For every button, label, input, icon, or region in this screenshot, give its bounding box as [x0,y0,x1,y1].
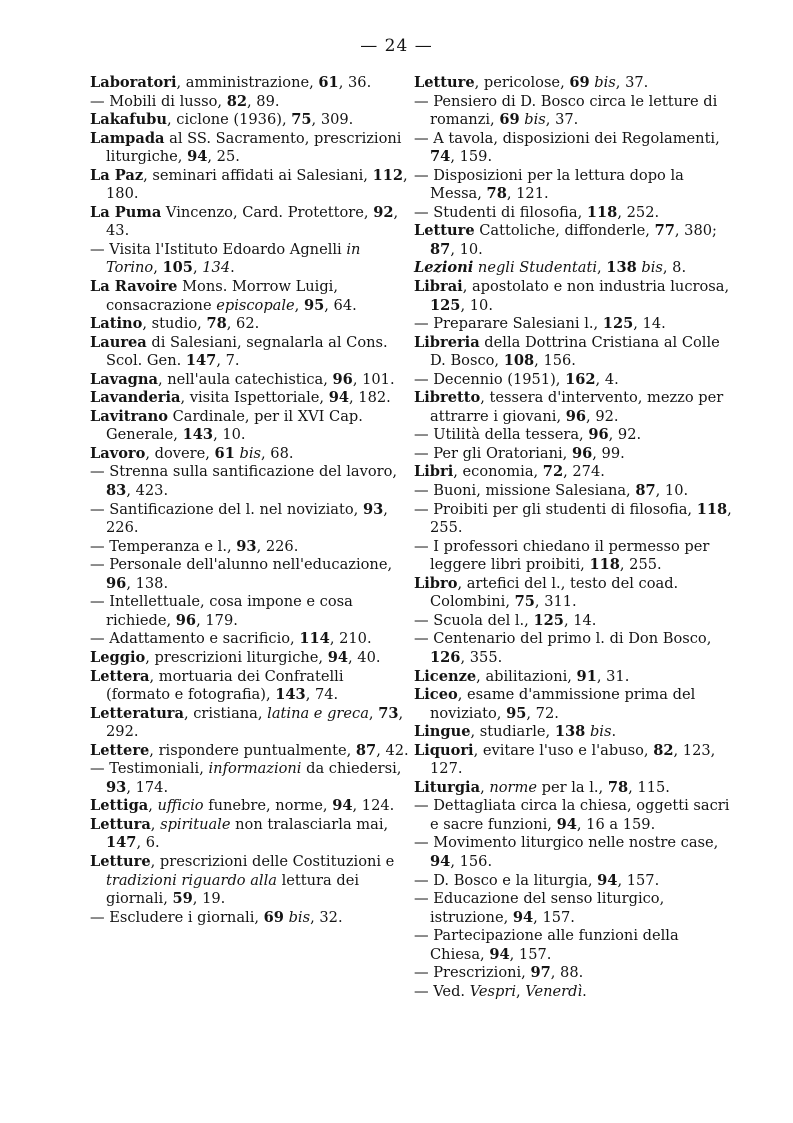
index-entry: — Strenna sulla santificazione del lavoro, 83, 423. [90,463,398,500]
index-entry: — Adattamento e sacrificio, 114, 210. [90,630,372,648]
index-entry: — Temperanza e l., 93, 226. [90,537,299,555]
index-entry: La Paz, seminari affidati ai Salesiani, 112, 180. [90,166,408,203]
index-entry: Lettiga, ufficio funebre, norme, 94, 124. [90,797,395,815]
index-entry: Liceo, esame d'ammissione prima del noviziato, 95, 72. [414,686,696,722]
index-entry: Lavanderia, visita Ispettoriale, 94, 182. [90,389,391,407]
index-entry: Lettere, rispondere puntualmente, 87, 42. [90,741,409,759]
index-entry: — Escludere i giornali, 69 bis, 32. [90,908,343,926]
index-entry: — Movimento liturgico nelle nostre case, 94, 156. [414,834,719,870]
index-entry: — Visita l'Istituto Edoardo Agnelli in Torino, 105, 134. [90,240,361,277]
index-entry: — Prescrizioni, 97, 88. [414,964,584,982]
index-entry: Libreria della Dottrina Cristiana al Colle D. Bosco, 108, 156. [414,333,720,370]
index-entry: Librai, apostolato e non industria lucrosa, 125, 10. [414,278,730,314]
index-entry: Lavoro, dovere, 61 bis, 68. [90,444,294,462]
index-entry: Lezioni negli Studentati, 138 bis, 8. [414,259,687,277]
index-entry: — Disposizioni per la lettura dopo la Messa, 78, 121. [414,166,684,203]
index-entry: — Dettagliata circa la chiesa, oggetti sacri e sacre funzioni, 94, 16 a 159. [414,797,730,833]
index-entry: — Per gli Oratoriani, 96, 99. [414,444,625,462]
index-entry: Lavitrano Cardinale, per il XVI Cap. Generale, 143, 10. [90,407,363,444]
index-entry: — Pensiero di D. Bosco circa le letture di romanzi, 69 bis, 37. [414,92,718,129]
index-entry: — Utilità della tessera, 96, 92. [414,426,642,444]
index-entry: — Educazione del senso liturgico, istruzione, 94, 157. [414,890,665,926]
index-entry: Laurea di Salesiani, segnalarla al Cons. Scol. Gen. 147, 7. [90,333,388,370]
index-entry: Libri, economia, 72, 274. [414,463,605,481]
index-entry: — Mobili di lusso, 82, 89. [90,92,280,110]
index-entry: — Centenario del primo l. di Don Bosco, 126, 355. [414,630,712,666]
index-entry: — Proibiti per gli studenti di filosofia, 118, 255. [414,500,732,537]
index-entry: Letture, prescrizioni delle Costituzioni e tradizioni riguardo alla lettura dei giornali, 59, 19. [90,852,395,908]
index-column-left [90,74,410,927]
index-entry: Liquori, evitare l'uso e l'abuso, 82, 123, 127. [414,741,716,778]
index-entry: — Studenti di filosofia, 118, 252. [414,203,660,221]
index-entry: — Partecipazione alle funzioni della Chiesa, 94, 157. [414,927,679,963]
index-entry: Latino, studio, 78, 62. [90,315,260,333]
index-entry: Lingue, studiarle, 138 bis. [414,723,617,741]
index-entry: — Intellettuale, cosa impone e cosa richiede, 96, 179. [90,593,353,629]
index-entry: Lavagna, nell'aula catechistica, 96, 101. [90,370,395,388]
index-entry: — Santificazione del l. nel noviziato, 93, 226. [90,500,388,537]
page-number: — 24 — [360,36,433,56]
index-entry: Liturgia, norme per la l., 78, 115. [414,778,670,796]
index-entry: — Buoni, missione Salesiana, 87, 10. [414,482,689,500]
index-column-right [414,74,737,1001]
index-entry: Lettera, mortuaria dei Confratelli (formato e fotografia), 143, 74. [90,667,344,704]
index-entry: Laboratori, amministrazione, 61, 36. [90,74,372,91]
index-entry: La Ravoire Mons. Morrow Luigi, consacrazione episcopale, 95, 64. [90,278,357,314]
index-entry: — A tavola, disposizioni dei Regolamenti, 74, 159. [414,129,720,166]
index-entry: Libro, artefici del l., testo del coad. Colombini, 75, 311. [414,574,679,611]
index-entry: Libretto, tessera d'intervento, mezzo per attrarre i giovani, 96, 92. [414,389,724,425]
index-entry: Leggio, prescrizioni liturgiche, 94, 40. [90,648,381,666]
index-entry: La Puma Vincenzo, Card. Protettore, 92, 43. [90,203,399,240]
index-entry: — Decennio (1951), 162, 4. [414,370,619,388]
index-entry: Letture, pericolose, 69 bis, 37. [414,74,649,91]
index-entry: — Personale dell'alunno nell'educazione, 96, 138. [90,556,393,592]
index-entry: — I professori chiedano il permesso per leggere libri proibiti, 118, 255. [414,537,710,574]
index-entry: — Scuola del l., 125, 14. [414,611,597,629]
index-entry: — Testimoniali, informazioni da chiedersi, 93, 174. [90,760,402,796]
index-entry: — D. Bosco e la liturgia, 94, 157. [414,871,660,889]
index-entry: Lakafubu, ciclone (1936), 75, 309. [90,111,354,129]
index-entry: — Preparare Salesiani l., 125, 14. [414,315,666,333]
index-entry: Lettura, spirituale non tralasciarla mai, 147, 6. [90,815,389,852]
index-entry: Lampada al SS. Sacramento, prescrizioni liturgiche, 94, 25. [90,129,402,166]
index-entry: — Ved. Vespri, Venerdì. [414,982,587,1000]
index-entry: Letteratura, cristiana, latina e greca, 73, 292. [90,704,404,741]
index-entry: Licenze, abilitazioni, 91, 31. [414,667,630,685]
index-entry: Letture Cattoliche, diffonderle, 77, 380; 87, 10. [414,222,717,258]
